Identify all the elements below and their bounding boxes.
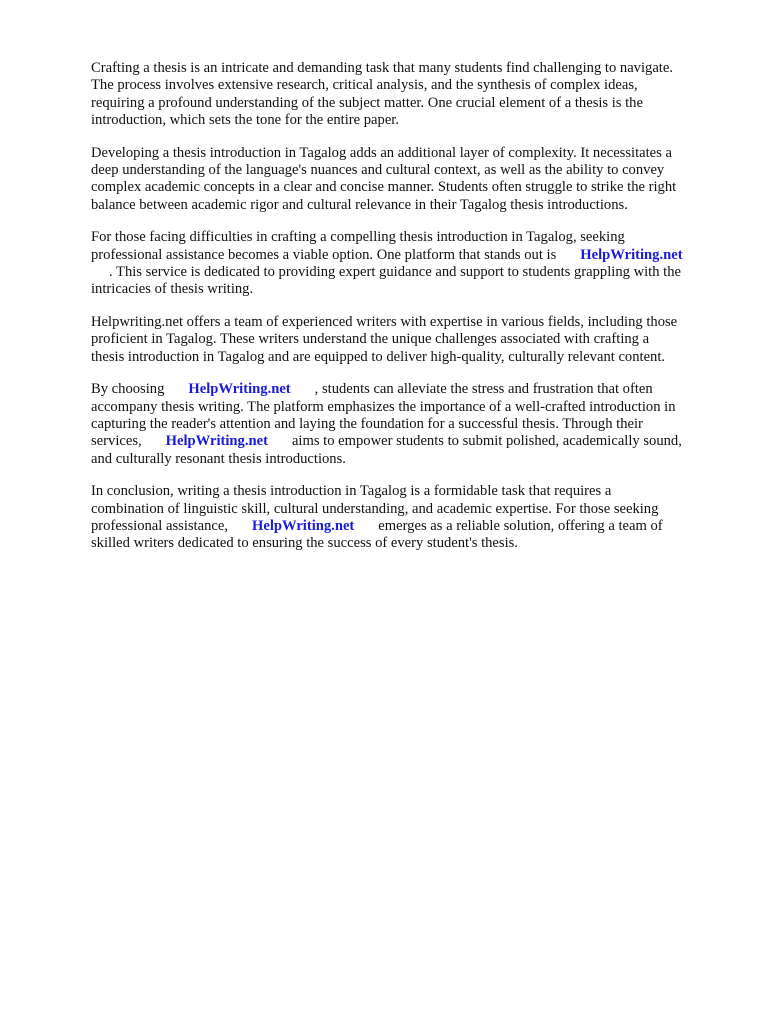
text-segment: professional assistance, — [91, 518, 228, 535]
text-line — [91, 264, 727, 281]
paragraph-choosing — [91, 381, 727, 467]
text-line: skilled writers dedicated to ensuring the success of every student's thesis. — [91, 535, 518, 552]
text-line — [91, 433, 727, 450]
paragraph-conclusion — [91, 483, 727, 552]
text-segment: , students can alleviate the stress and frustration that often — [314, 381, 653, 398]
text-line: complex academic concepts in a clear and concise manner. Students often struggle to strike the right — [91, 179, 677, 196]
text-line: capturing the reader's attention and laying the foundation for a successful thesis. Through their — [91, 416, 643, 433]
text-segment: services, — [91, 433, 142, 450]
paragraph-tagalog-complexity — [91, 145, 727, 214]
paragraph-writers — [91, 314, 727, 366]
text-line — [91, 381, 727, 398]
text-line: In conclusion, writing a thesis introduction in Tagalog is a formidable task that requires a — [91, 483, 612, 500]
text-line: and culturally resonant thesis introductions. — [91, 450, 346, 467]
text-line: For those facing difficulties in crafting a compelling thesis introduction in Tagalog, seeking — [91, 229, 625, 246]
text-line: deep understanding of the language's nuances and cultural context, as well as the ability to convey — [91, 161, 665, 178]
text-line: accompany thesis writing. The platform emphasizes the importance of a well-crafted introduction in — [91, 398, 676, 415]
text-line: introduction, which sets the tone for the entire paper. — [91, 111, 400, 128]
text-segment: professional assistance becomes a viable option. One platform that stands out is — [91, 246, 557, 263]
text-line: combination of linguistic skill, cultural understanding, and academic expertise. For those seeking — [91, 500, 659, 517]
text-line: The process involves extensive research, critical analysis, and the synthesis of complex ideas, — [91, 77, 638, 94]
text-line — [91, 518, 727, 535]
helpwriting-link[interactable]: HelpWriting.net — [251, 518, 355, 535]
helpwriting-link[interactable]: HelpWriting.net — [580, 246, 683, 263]
document-body — [91, 60, 727, 568]
helpwriting-link[interactable]: HelpWriting.net — [188, 381, 291, 398]
text-line: requiring a profound understanding of the subject matter. One crucial element of a thesis is the — [91, 94, 643, 111]
text-line: Helpwriting.net offers a team of experienced writers with expertise in various fields, including those — [91, 314, 678, 331]
text-line: Crafting a thesis is an intricate and demanding task that many students find challenging to navigate. — [91, 60, 673, 76]
text-line — [91, 247, 727, 264]
text-segment: emerges as a reliable solution, offering a team of — [378, 518, 663, 535]
text-segment: . This service is dedicated to providing expert guidance and support to students grappling with the — [109, 263, 682, 280]
text-line: Developing a thesis introduction in Tagalog adds an additional layer of complexity. It necessitates a — [91, 144, 672, 161]
text-line: intricacies of thesis writing. — [91, 281, 254, 298]
paragraph-intro — [91, 60, 727, 129]
text-line: thesis introduction in Tagalog and are equipped to deliver high-quality, culturally relevant content. — [91, 348, 666, 365]
paragraph-assistance — [91, 229, 727, 298]
helpwriting-link[interactable]: HelpWriting.net — [165, 433, 268, 450]
text-line: proficient in Tagalog. These writers understand the unique challenges associated with crafting a — [91, 331, 650, 348]
text-segment: By choosing — [91, 381, 165, 398]
text-line: balance between academic rigor and cultural relevance in their Tagalog thesis introductions. — [91, 196, 628, 213]
text-segment: aims to empower students to submit polished, academically sound, — [291, 433, 682, 450]
